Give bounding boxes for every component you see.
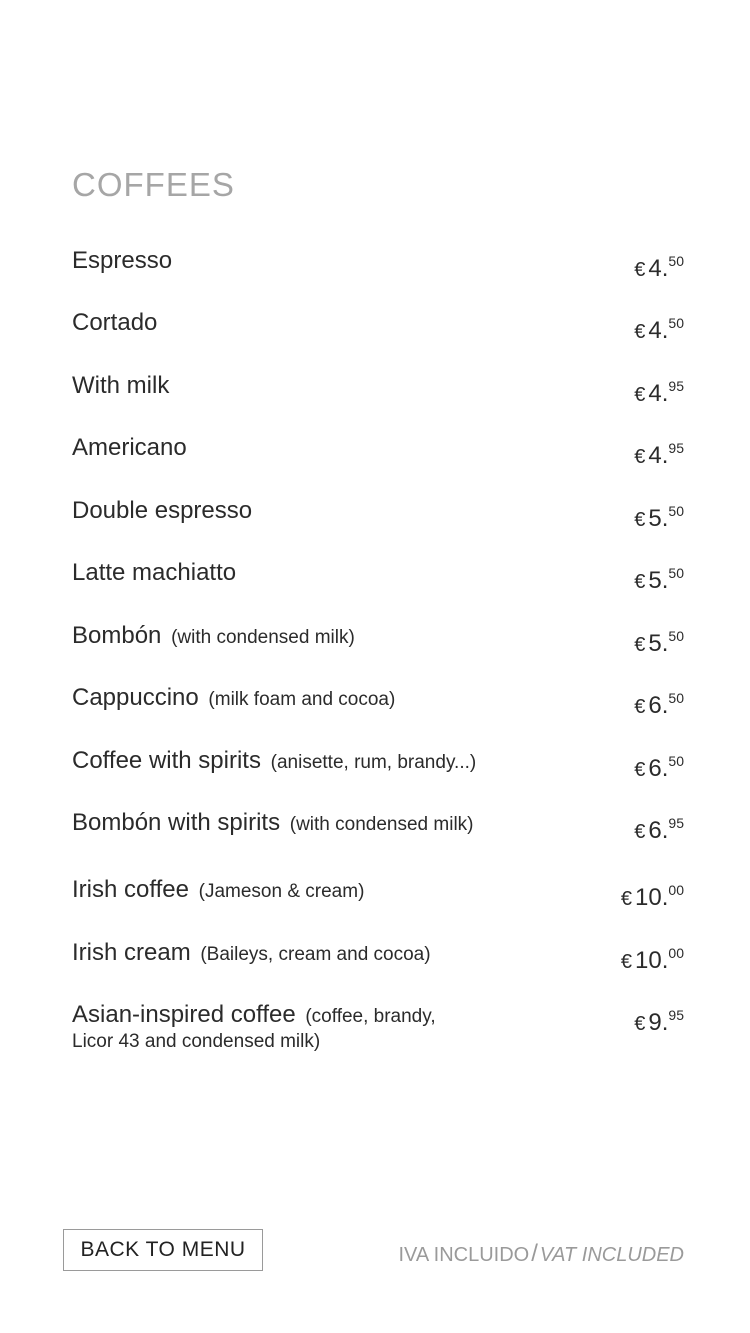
item-name: Americano [72, 434, 187, 461]
back-to-menu-button[interactable]: BACK TO MENU [63, 1229, 263, 1271]
price-whole: 4. [648, 255, 669, 282]
vat-note-separator: / [531, 1240, 538, 1267]
item-name: Asian-inspired coffee [72, 1001, 296, 1028]
price-whole: 4. [648, 317, 669, 344]
price-cents: 50 [668, 503, 684, 519]
item-name: Espresso [72, 247, 173, 274]
price-whole: 10. [635, 947, 669, 974]
item-name: Cortado [72, 309, 158, 336]
item-price [634, 748, 684, 783]
item-name: Cappuccino [72, 684, 199, 711]
price-cents: 50 [668, 315, 684, 331]
price-whole: 5. [648, 567, 669, 594]
currency-symbol: € [620, 888, 633, 910]
item-description: (milk foam and cocoa) [208, 689, 396, 710]
price-whole: 9. [648, 1009, 669, 1036]
currency-symbol: € [634, 696, 646, 718]
item-price [634, 435, 684, 470]
price-whole: 4. [648, 442, 669, 469]
price-cents: 50 [668, 753, 684, 769]
item-name: Irish coffee [72, 876, 189, 903]
currency-symbol: € [634, 571, 646, 593]
item-description: (anisette, rum, brandy...) [270, 752, 477, 773]
item-description: (with condensed milk) [289, 814, 474, 835]
item-price [621, 940, 684, 975]
price-whole: 5. [648, 630, 669, 657]
price-cents: 50 [668, 690, 684, 706]
item-name: Irish cream [72, 939, 191, 966]
item-name: Bombón [72, 622, 162, 649]
item-name: Latte machiatto [72, 559, 237, 586]
currency-symbol: € [634, 321, 646, 343]
item-description: (coffee, brandy, [305, 1006, 436, 1027]
item-name: Double espresso [72, 497, 253, 524]
price-cents: 50 [668, 565, 684, 581]
item-price [634, 373, 684, 408]
item-description: (with condensed milk) [171, 627, 355, 648]
page-title: COFFEES [72, 166, 235, 203]
price-cents: 50 [668, 253, 684, 269]
item-price [634, 310, 684, 345]
item-name: With milk [72, 372, 170, 399]
price-whole: 6. [648, 755, 669, 782]
vat-note [398, 1240, 684, 1268]
price-cents: 00 [668, 945, 684, 961]
price-cents: 95 [668, 815, 684, 831]
item-price [621, 877, 684, 912]
item-price [634, 685, 684, 720]
currency-symbol: € [634, 509, 646, 531]
price-cents: 95 [668, 378, 684, 394]
vat-note-es: IVA INCLUIDO [398, 1244, 530, 1266]
price-whole: 6. [648, 692, 669, 719]
item-price [634, 623, 684, 658]
currency-symbol: € [634, 759, 646, 781]
item-price [634, 560, 684, 595]
currency-symbol: € [620, 951, 633, 973]
price-cents: 00 [668, 882, 684, 898]
currency-symbol: € [634, 1013, 646, 1035]
price-whole: 5. [648, 505, 669, 532]
currency-symbol: € [634, 821, 646, 843]
currency-symbol: € [634, 634, 646, 656]
item-description: (Jameson & cream) [198, 881, 365, 902]
item-price [634, 498, 684, 533]
item-price [634, 1002, 684, 1037]
price-whole: 10. [635, 884, 669, 911]
item-name: Bombón with spirits [72, 809, 281, 836]
item-description-line2: Licor 43 and condensed milk) [72, 1031, 321, 1052]
vat-note-en: VAT INCLUDED [539, 1244, 684, 1266]
item-price [634, 810, 684, 845]
price-whole: 6. [648, 817, 669, 844]
item-name: Coffee with spirits [72, 747, 261, 774]
currency-symbol: € [634, 384, 646, 406]
item-price [634, 248, 684, 283]
price-whole: 4. [648, 380, 669, 407]
currency-symbol: € [634, 259, 646, 281]
currency-symbol: € [634, 446, 646, 468]
price-cents: 95 [668, 440, 684, 456]
price-cents: 50 [668, 628, 684, 644]
price-cents: 95 [668, 1007, 684, 1023]
item-description: (Baileys, cream and cocoa) [200, 944, 431, 965]
